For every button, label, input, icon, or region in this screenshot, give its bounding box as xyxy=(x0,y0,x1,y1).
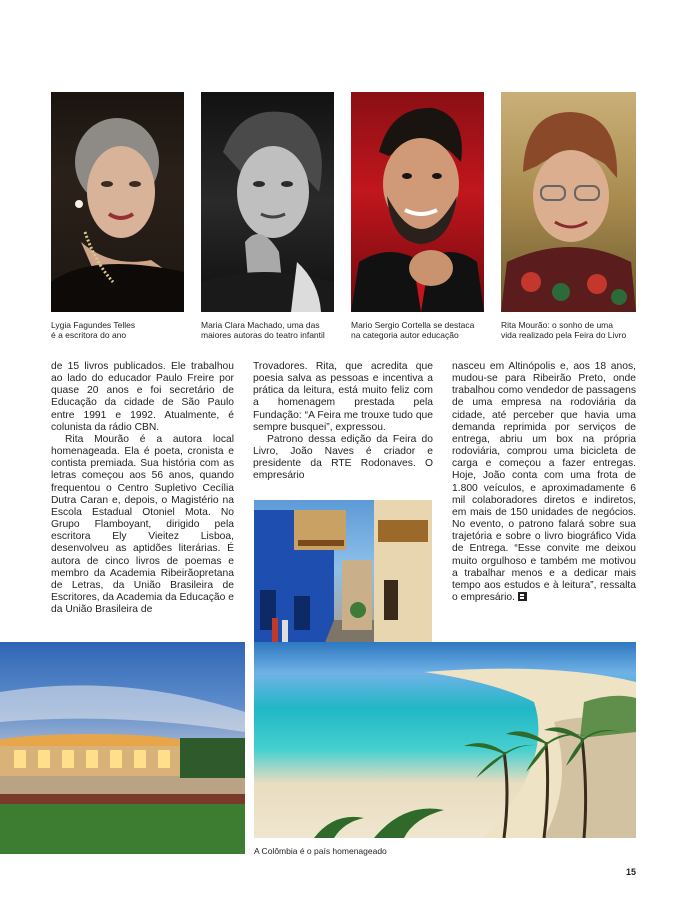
article-column-1 xyxy=(51,361,234,616)
photo-theater xyxy=(0,642,245,854)
portrait-rita-image xyxy=(501,92,636,312)
caption-line: Rita Mourão: o sonho de uma xyxy=(501,320,613,330)
article-paragraph-text: nasceu em Altinópolis e, aos 18 anos, mudou-se para Ribeirão Preto, onde trabalhou como vendedor de passagens de uma empresa na rodoviária da cidade, até perceber que havia uma demanda reprimida por serviços de entrega, abriu um box na própria rodoviária, comprou uma bicicleta de carga e começou a fazer entregas. Hoje, João conta com uma frota de 1.800 veículos, e aproximadamente 6 mil colaboradores diretos e indiretos, em mais de 150 unidades de negócios. No evento, o patrono falará sobre sua trajetória e sobre o livro biográfico Vida de Entrega. “Esse convite me deixou muito orgulhoso e também me motivou a trabalhar menos e a dedicar mais tempo aos estudos e à leitura”, ressalta o empresário. xyxy=(452,361,636,603)
article-paragraph: Patrono dessa edição da Feira do Livro, João Naves é criador e presidente da RTE Rodonaves. O empresário xyxy=(253,433,433,482)
portrait-cortella-image xyxy=(351,92,484,312)
article-paragraph: de 15 livros publicados. Ele trabalhou ao lado do educador Paulo Freire por quase 20 anos e foi secretário de Educação da cidade de São Paulo entre 1991 e 1992. Atualmente, é colunista da rádio CBN. xyxy=(51,361,234,433)
article-column-3 xyxy=(452,361,636,604)
caption-line: Mario Sergio Cortella se destaca xyxy=(351,320,475,330)
caption-cortella xyxy=(351,320,474,340)
article-paragraph xyxy=(452,361,636,604)
article-paragraph: Rita Mourão é a autora local homenageada. Ela é poeta, cronista e contista premiada. Sua história com as letras começou aos 56 anos, quando frequentou o Centro Supletivo Cecília Dutra Caran e, depois, o Magistério na Escola Estadual Otoniel Mota. No Grupo Flamboyant, dirigido pela escritora Ely Vieitez Lisboa, desenvolveu as aptidões literárias. É autora de cinco livros de poemas e membro da Academia Ribeirãopretana de Letras, da União Brasileira de Escritores, da Academia da Educação e da União Brasileira de xyxy=(51,433,234,616)
end-of-article-icon xyxy=(518,592,527,601)
caption-line: Lygia Fagundes Telles xyxy=(51,320,136,330)
article-paragraph: Trovadores. Rita, que acredita que poesia salva as pessoas e incentiva a prática da leitura, está muito feliz com a homenagem prestada pela Fundação: “A Feira me trouxe tudo que sempre busquei”, expressou. xyxy=(253,361,433,433)
portrait-mario-sergio-cortella xyxy=(351,92,484,312)
portrait-lygia-fagundes-telles xyxy=(51,92,184,312)
caption-line: na categoria autor educação xyxy=(351,330,459,340)
portrait-maria-clara-image xyxy=(201,92,334,312)
photo-colombia-beach xyxy=(254,642,636,838)
theater-image xyxy=(0,642,245,854)
caption-line: é a escritora do ano xyxy=(51,330,127,340)
caption-line: maiores autoras do teatro infantil xyxy=(201,330,325,340)
photo-caption-colombia: A Colômbia é o país homenageado xyxy=(254,846,387,856)
caption-line: Maria Clara Machado, uma das xyxy=(201,320,320,330)
caption-lygia xyxy=(51,320,135,340)
page-number: 15 xyxy=(626,867,637,877)
portrait-maria-clara-machado xyxy=(201,92,334,312)
caption-rita xyxy=(501,320,626,340)
caption-maria-clara xyxy=(201,320,325,340)
beach-image xyxy=(254,642,636,838)
portrait-rita-mourao xyxy=(501,92,636,312)
article-column-2 xyxy=(253,361,433,483)
portrait-lygia-image xyxy=(51,92,184,312)
caption-line: vida realizado pela Feira do Livro xyxy=(501,330,627,340)
